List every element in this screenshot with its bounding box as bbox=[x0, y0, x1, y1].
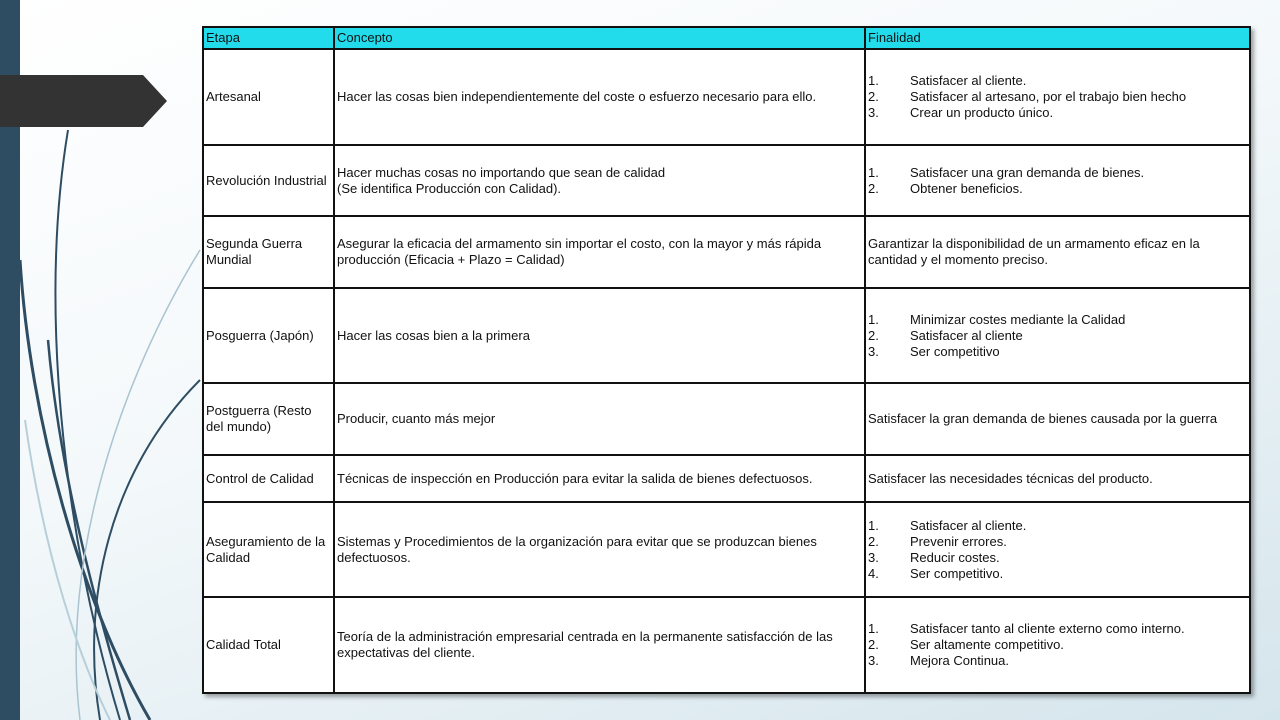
list-item-number: 2. bbox=[868, 533, 879, 549]
list-item bbox=[868, 653, 1247, 669]
list-item-text: Satisfacer una gran demanda de bienes. bbox=[910, 164, 1145, 180]
list-item bbox=[868, 566, 1247, 582]
list-item-number: 3. bbox=[868, 343, 879, 359]
finalidad-list bbox=[868, 312, 1247, 360]
list-item-number: 4. bbox=[868, 565, 879, 581]
table-row bbox=[203, 288, 1250, 383]
cell-finalidad bbox=[865, 145, 1250, 216]
table-row bbox=[203, 597, 1250, 693]
list-item-text: Ser competitivo. bbox=[910, 565, 1004, 581]
header-finalidad: Finalidad bbox=[865, 27, 1250, 49]
list-item-text: Reducir costes. bbox=[910, 549, 1000, 565]
cell-concepto: Producir, cuanto más mejor bbox=[334, 383, 865, 455]
cell-finalidad bbox=[865, 597, 1250, 693]
cell-concepto: Teoría de la administración empresarial centrada en la permanente satisfacción de las expectativas del cliente. bbox=[334, 597, 865, 693]
list-item bbox=[868, 621, 1247, 637]
list-item bbox=[868, 165, 1247, 181]
arrow-marker bbox=[0, 75, 167, 127]
list-item-text: Crear un producto único. bbox=[910, 105, 1054, 120]
list-item bbox=[868, 534, 1247, 550]
list-item-text: Ser competitivo bbox=[910, 343, 1000, 359]
cell-finalidad: Satisfacer las necesidades técnicas del producto. bbox=[865, 455, 1250, 502]
cell-etapa: Segunda Guerra Mundial bbox=[203, 216, 334, 288]
list-item-number: 2. bbox=[868, 89, 879, 104]
list-item bbox=[868, 637, 1247, 653]
header-concepto: Concepto bbox=[334, 27, 865, 49]
quality-stages-table bbox=[202, 26, 1251, 694]
cell-concepto: Hacer las cosas bien independientemente del coste o esfuerzo necesario para ello. bbox=[334, 49, 865, 145]
list-item bbox=[868, 105, 1247, 121]
finalidad-list bbox=[868, 518, 1247, 582]
list-item-text: Minimizar costes mediante la Calidad bbox=[910, 311, 1126, 327]
list-item-number: 1. bbox=[868, 621, 879, 636]
list-item-number: 2. bbox=[868, 180, 879, 196]
cell-concepto: Hacer muchas cosas no importando que sean de calidad (Se identifica Producción con Calidad). bbox=[334, 145, 865, 216]
list-item bbox=[868, 73, 1247, 89]
list-item bbox=[868, 550, 1247, 566]
cell-etapa: Aseguramiento de la Calidad bbox=[203, 502, 334, 597]
list-item bbox=[868, 312, 1247, 328]
list-item bbox=[868, 344, 1247, 360]
cell-etapa: Posguerra (Japón) bbox=[203, 288, 334, 383]
list-item-text: Ser altamente competitivo. bbox=[910, 637, 1064, 652]
list-item bbox=[868, 328, 1247, 344]
list-item bbox=[868, 89, 1247, 105]
list-item-text: Satisfacer al cliente. bbox=[910, 517, 1027, 533]
list-item-text: Satisfacer al cliente. bbox=[910, 73, 1027, 88]
list-item-number: 1. bbox=[868, 73, 879, 88]
table-row bbox=[203, 145, 1250, 216]
finalidad-list bbox=[868, 73, 1247, 121]
list-item-number: 2. bbox=[868, 637, 879, 652]
quality-stages-table-container bbox=[202, 26, 1251, 694]
list-item-text: Obtener beneficios. bbox=[910, 180, 1023, 196]
list-item-number: 2. bbox=[868, 327, 879, 343]
cell-finalidad bbox=[865, 502, 1250, 597]
list-item-text: Satisfacer al cliente bbox=[910, 327, 1023, 343]
cell-etapa: Calidad Total bbox=[203, 597, 334, 693]
table-row bbox=[203, 502, 1250, 597]
cell-etapa: Control de Calidad bbox=[203, 455, 334, 502]
cell-finalidad: Satisfacer la gran demanda de bienes causada por la guerra bbox=[865, 383, 1250, 455]
list-item bbox=[868, 181, 1247, 197]
table-row bbox=[203, 455, 1250, 502]
list-item bbox=[868, 518, 1247, 534]
table-row bbox=[203, 216, 1250, 288]
cell-concepto: Técnicas de inspección en Producción para evitar la salida de bienes defectuosos. bbox=[334, 455, 865, 502]
list-item-number: 1. bbox=[868, 517, 879, 533]
list-item-text: Satisfacer tanto al cliente externo como interno. bbox=[910, 621, 1185, 636]
list-item-number: 1. bbox=[868, 164, 879, 180]
cell-finalidad: Garantizar la disponibilidad de un armamento eficaz en la cantidad y el momento preciso. bbox=[865, 216, 1250, 288]
cell-concepto: Hacer las cosas bien a la primera bbox=[334, 288, 865, 383]
list-item-text: Prevenir errores. bbox=[910, 533, 1007, 549]
table-row bbox=[203, 49, 1250, 145]
cell-concepto: Sistemas y Procedimientos de la organización para evitar que se produzcan bienes defectuosos. bbox=[334, 502, 865, 597]
list-item-number: 3. bbox=[868, 105, 879, 120]
finalidad-list bbox=[868, 165, 1247, 197]
header-etapa: Etapa bbox=[203, 27, 334, 49]
list-item-text: Mejora Continua. bbox=[910, 653, 1009, 668]
cell-finalidad bbox=[865, 288, 1250, 383]
finalidad-list bbox=[868, 621, 1247, 669]
cell-etapa: Revolución Industrial bbox=[203, 145, 334, 216]
cell-etapa: Postguerra (Resto del mundo) bbox=[203, 383, 334, 455]
list-item-number: 3. bbox=[868, 653, 879, 668]
list-item-text: Satisfacer al artesano, por el trabajo bien hecho bbox=[910, 89, 1187, 104]
cell-etapa: Artesanal bbox=[203, 49, 334, 145]
list-item-number: 3. bbox=[868, 549, 879, 565]
cell-concepto: Asegurar la eficacia del armamento sin importar el costo, con la mayor y más rápida producción (Eficacia + Plazo = Calidad) bbox=[334, 216, 865, 288]
cell-finalidad bbox=[865, 49, 1250, 145]
table-row bbox=[203, 383, 1250, 455]
table-header-row bbox=[203, 27, 1250, 49]
list-item-number: 1. bbox=[868, 311, 879, 327]
